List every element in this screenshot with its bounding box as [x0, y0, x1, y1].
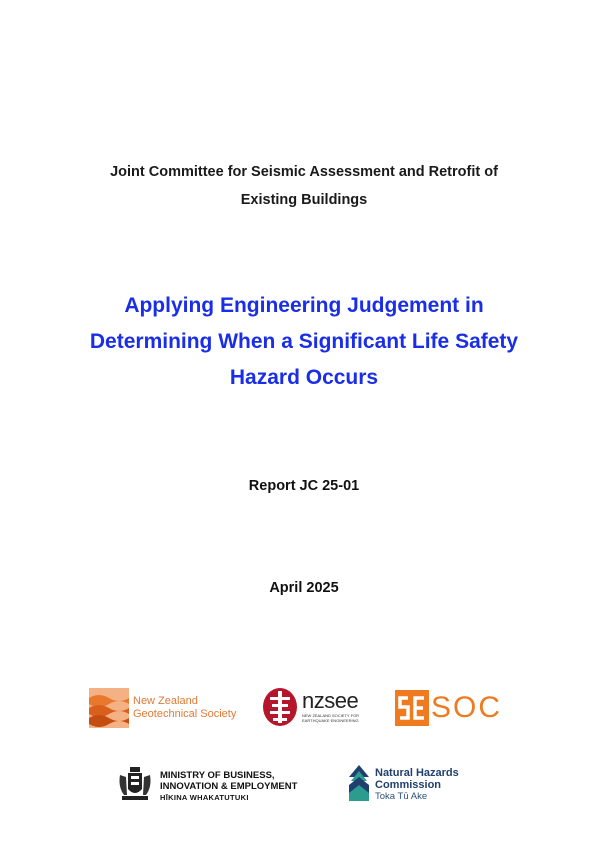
- nhc-mountain-icon: [347, 763, 371, 803]
- sesoc-wordmark: SOC: [431, 691, 503, 724]
- committee-name: [40, 158, 568, 214]
- mbie-line-2: INNOVATION & EMPLOYMENT: [160, 781, 298, 792]
- title-line-1: Applying Engineering Judgement in: [124, 294, 484, 317]
- report-title: [30, 288, 578, 396]
- publication-date: April 2025: [269, 580, 339, 596]
- mbie-wordmark: [160, 770, 297, 803]
- nzgs-logo: [89, 686, 239, 730]
- title-line-3: Hazard Occurs: [229, 366, 379, 389]
- nzsee-wordmark: nzsee: [302, 688, 359, 713]
- mbie-line-1: MINISTRY OF BUSINESS,: [160, 770, 275, 781]
- nhc-line-3: Toka Tū Ake: [375, 791, 428, 802]
- nhc-line-2: Commission: [375, 779, 442, 791]
- nhc-wordmark: [375, 767, 459, 803]
- nz-coat-of-arms-icon: [116, 765, 154, 803]
- sesoc-se-icon: [395, 690, 429, 726]
- mbie-line-3: HĪKINA WHAKATUTUKI: [160, 793, 249, 802]
- nhc-line-1: Natural Hazards: [375, 767, 459, 779]
- nzgs-wordmark: [133, 695, 236, 721]
- nzsee-logo: [262, 686, 372, 730]
- nhc-logo: [347, 762, 477, 806]
- report-number: Report JC 25-01: [248, 478, 360, 494]
- nzgs-wave-icon: [89, 688, 129, 728]
- nzsee-emblem-icon: [262, 687, 298, 727]
- nzgs-line-1: New Zealand: [133, 695, 198, 707]
- title-line-2: Determining When a Significant Life Safety: [89, 330, 519, 353]
- committee-line-1: Joint Committee for Seismic Assessment and Retrofit of: [110, 164, 498, 180]
- nzsee-subtitle: NEW ZEALAND SOCIETY FOR EARTHQUAKE ENGINEERING: [302, 713, 360, 723]
- mbie-logo: [116, 764, 316, 804]
- sesoc-logo: [395, 690, 515, 726]
- committee-line-2: Existing Buildings: [240, 192, 368, 208]
- nzgs-line-2: Geotechnical Society: [133, 708, 237, 720]
